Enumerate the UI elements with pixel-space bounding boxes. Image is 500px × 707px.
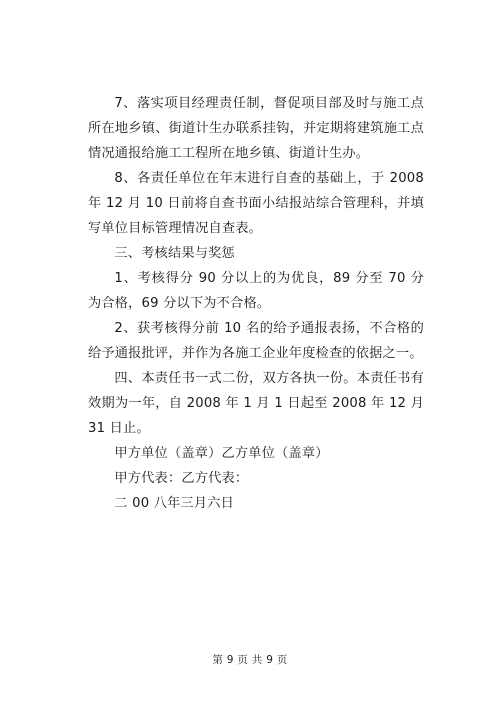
document-body: [88, 91, 424, 516]
paragraph-assessment-2: 2、获考核得分前 10 名的给予通报表扬，不合格的给予通报批评，并作为各施工企业年度检查的依据之一。: [88, 321, 424, 361]
paragraph-item-8: 8、各责任单位在年末进行自查的基础上，于 2008 年 12 月 10 日前将自查书面小结报站综合管理科，并填写单位目标管理情况自查表。: [88, 171, 424, 236]
page-number-footer: 第 9 页 共 9 页: [212, 654, 288, 666]
paragraph-item-7: 7、落实项目经理责任制，督促项目部及时与施工点所在地乡镇、街道计生办联系挂钩，并定期将建筑施工点情况通报给施工工程所在地乡镇、街道计生办。: [88, 96, 424, 161]
signature-representatives-line: 甲方代表：乙方代表：: [114, 471, 249, 486]
section-heading-assessment: 三、考核结果与奖惩: [114, 246, 235, 261]
document-date: 二 00 八年三月六日: [114, 496, 235, 511]
paragraph-assessment-1: 1、考核得分 90 分以上的为优良，89 分至 70 分为合格，69 分以下为不合格。: [88, 271, 424, 311]
signature-units-line: 甲方单位（盖章）乙方单位（盖章）: [114, 446, 329, 461]
paragraph-section-4: 四、本责任书一式二份，双方各执一份。本责任书有效期为一年，自 2008 年 1 月 1 日起至 2008 年 12 月 31 日止。: [88, 371, 424, 436]
